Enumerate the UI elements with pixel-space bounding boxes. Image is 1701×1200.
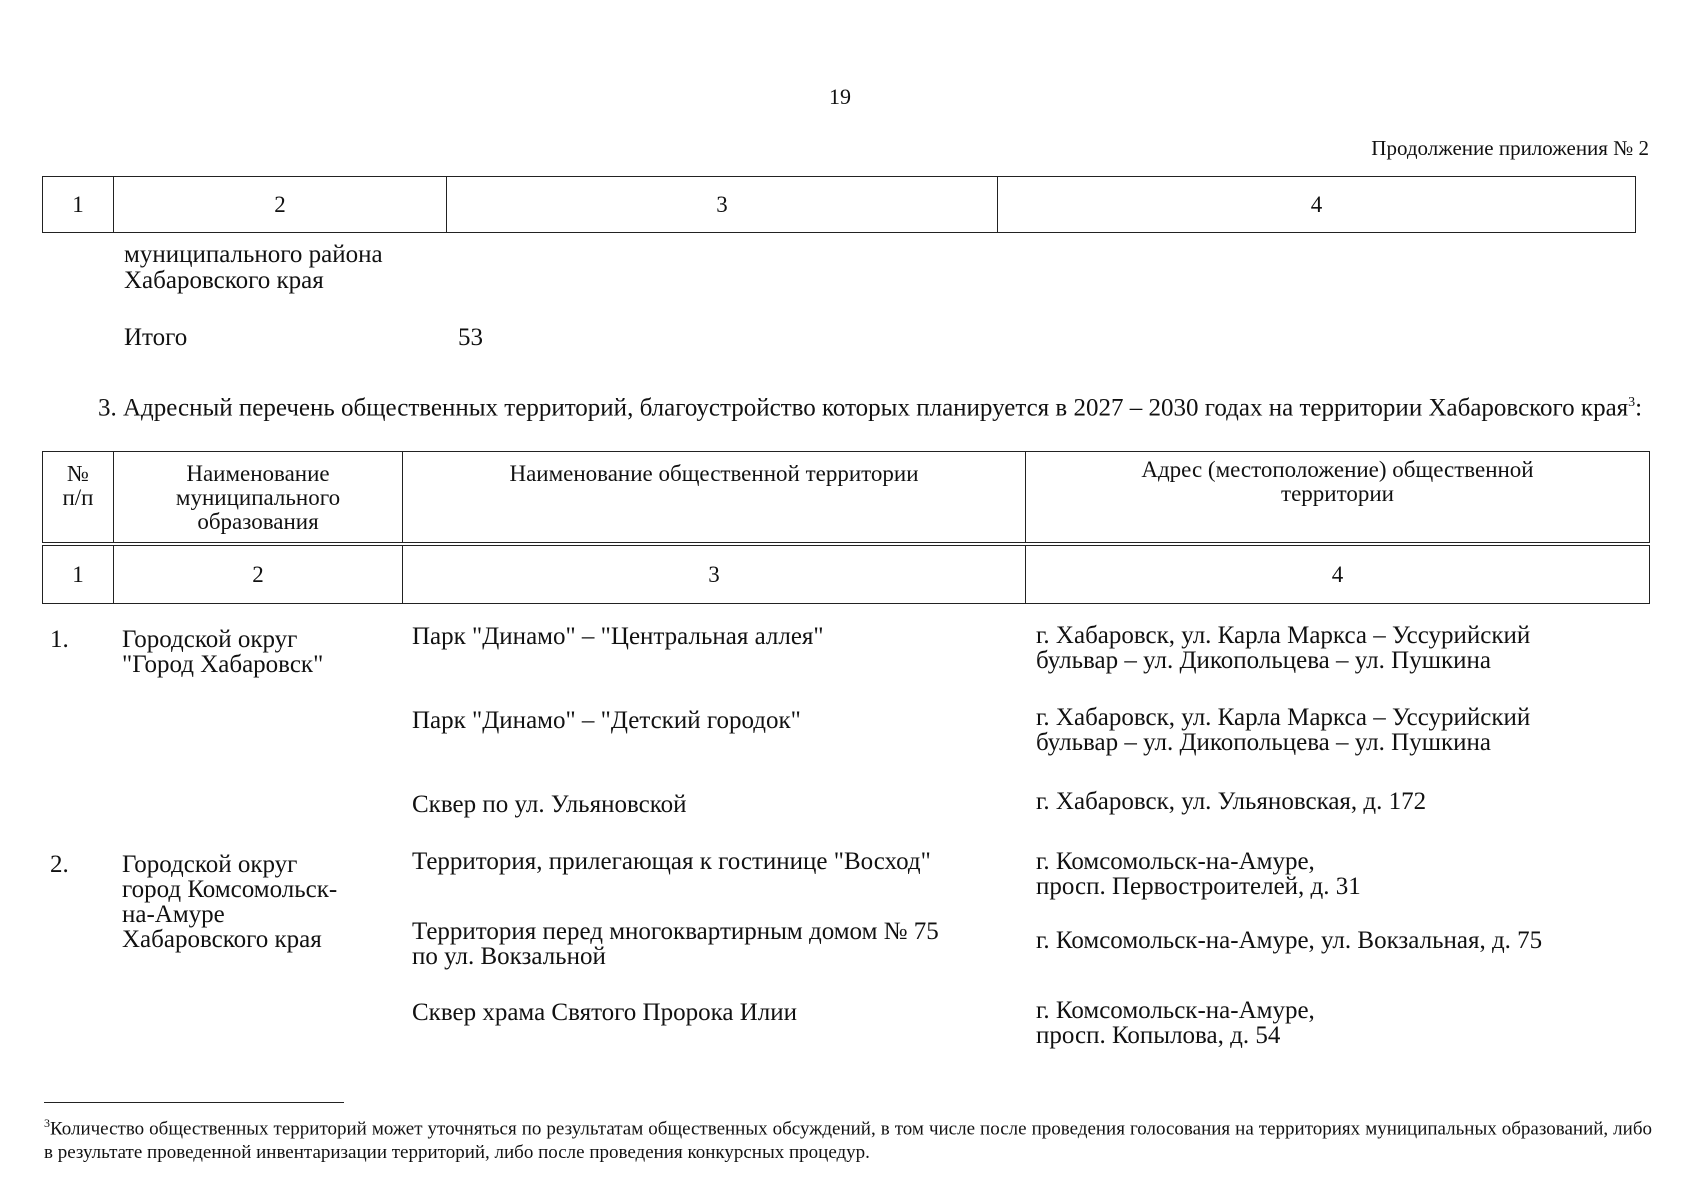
- col-number-1: 1: [43, 546, 114, 604]
- footnote: $^3$Количество общественных территорий может уточняться по результатам общественных обсуждений, в том числе после проведения голосования на территориях муниципальных образований, либо в результате проведенной инвентаризации территорий, либо после проведения конкурсных процедур.: [44, 1116, 1652, 1164]
- section-heading: 3. Адресный перечень общественных территорий, благоустройство которых планируется в 2027 – 2030 годах на территории Хабаровского края$^3$:: [98, 394, 1643, 422]
- footnote-marker: 3: [44, 1116, 50, 1130]
- page-number: 19: [829, 84, 851, 109]
- territory-name: Сквер храма Святого Пророка Илии: [412, 999, 797, 1026]
- row-municipality: Городской округ "Город Хабаровск": [122, 626, 324, 678]
- territory-address: г. Хабаровск, ул. Карла Маркса – Уссурийский бульвар – ул. Дикопольцева – ул. Пушкина: [1036, 704, 1531, 756]
- territory-address: г. Комсомольск-на-Амуре, просп. Первостроителей, д. 31: [1036, 848, 1361, 900]
- header-address: Адрес (местоположение) общественной территории: [1026, 452, 1650, 543]
- territory-name: Территория, прилегающая к гостинице "Восход": [412, 848, 931, 875]
- footnote-ref: 3: [1628, 395, 1636, 410]
- territory-name: Парк "Динамо" – "Детский городок": [412, 707, 801, 734]
- col-number-4: 4: [1026, 546, 1650, 604]
- territory-address: г. Комсомольск-на-Амуре, ул. Вокзальная, д. 75: [1036, 927, 1543, 954]
- table-header: [42, 451, 1650, 543]
- col-number-1: 1: [43, 177, 114, 233]
- header-territory-name: Наименование общественной территории: [403, 452, 1026, 543]
- column-number-header-top: [42, 176, 1636, 233]
- territory-name: Сквер по ул. Ульяновской: [412, 791, 687, 818]
- header-municipality: Наименование муниципального образования: [114, 452, 403, 543]
- col-number-3: 3: [403, 546, 1026, 604]
- territory-name: Территория перед многоквартирным домом № 75 по ул. Вокзальной: [412, 918, 939, 970]
- col-number-4: 4: [998, 177, 1636, 233]
- territory-address: г. Хабаровск, ул. Ульяновская, д. 172: [1036, 788, 1427, 815]
- continuation-label: Продолжение приложения № 2: [1371, 136, 1649, 160]
- row-municipality: Городской округ город Комсомольск- на-Амуре Хабаровского края: [122, 851, 338, 953]
- col-number-2: 2: [114, 546, 403, 604]
- prev-municipality-tail: муниципального района Хабаровского края: [124, 241, 383, 294]
- footnote-separator: [44, 1102, 344, 1103]
- row-number: 1.: [50, 626, 69, 653]
- row-number: 2.: [50, 851, 69, 878]
- territory-name: Парк "Динамо" – "Центральная аллея": [412, 623, 824, 650]
- column-number-header: [42, 545, 1650, 604]
- header-number: № п/п: [43, 452, 114, 543]
- territory-address: г. Комсомольск-на-Амуре, просп. Копылова, д. 54: [1036, 997, 1315, 1049]
- total-value: 53: [458, 324, 483, 351]
- col-number-2: 2: [114, 177, 447, 233]
- col-number-3: 3: [447, 177, 998, 233]
- territory-address: г. Хабаровск, ул. Карла Маркса – Уссурийский бульвар – ул. Дикопольцева – ул. Пушкина: [1036, 622, 1531, 674]
- total-label: Итого: [124, 324, 188, 351]
